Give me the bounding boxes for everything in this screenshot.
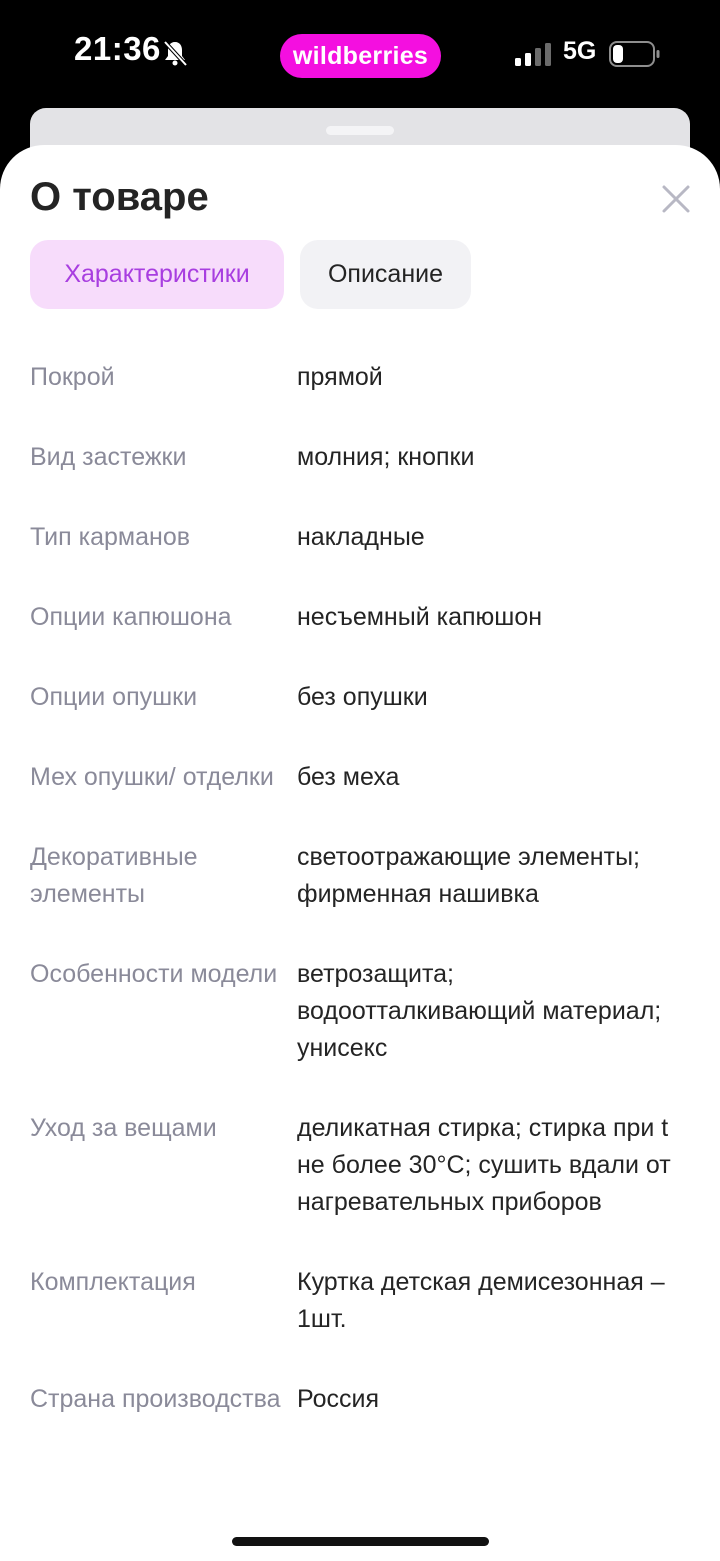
spec-value: Россия bbox=[297, 1385, 379, 1413]
cellular-signal-icon bbox=[515, 42, 553, 66]
spec-row-trim-options bbox=[30, 679, 690, 759]
spec-value: без опушки bbox=[297, 683, 428, 711]
spec-label: Опции опушки bbox=[30, 683, 198, 711]
tab-characteristics[interactable]: Характеристики bbox=[30, 240, 284, 309]
product-info-sheet bbox=[0, 145, 720, 1561]
spec-row-hood bbox=[30, 599, 690, 679]
spec-value: несъемный капюшон bbox=[297, 603, 543, 631]
spec-value: накладные bbox=[297, 523, 425, 551]
tab-description[interactable]: Описание bbox=[300, 240, 471, 309]
network-type: 5G bbox=[563, 37, 597, 65]
spec-label: Покрой bbox=[30, 363, 115, 391]
spec-label: Комплектация bbox=[30, 1268, 196, 1296]
spec-label: Тип карманов bbox=[30, 523, 190, 551]
spec-value: без меха bbox=[297, 763, 400, 791]
spec-row-cut bbox=[30, 359, 690, 439]
close-icon[interactable] bbox=[652, 175, 700, 223]
spec-row-trim-fur bbox=[30, 759, 690, 839]
spec-label: Особенности модели bbox=[30, 960, 278, 988]
spec-value: молния; кнопки bbox=[297, 443, 475, 471]
spec-label: Страна производства bbox=[30, 1385, 281, 1413]
battery-icon bbox=[609, 40, 661, 68]
spec-row-decor bbox=[30, 839, 690, 956]
spec-row-features bbox=[30, 956, 690, 1110]
spec-value: ветрозащита; водоотталкивающий материал; унисекс bbox=[297, 960, 662, 1062]
sheet-title: О товаре bbox=[30, 175, 209, 219]
spec-value: деликатная стирка; стирка при t не более 30°C; сушить вдали от нагревательных приборов bbox=[297, 1114, 671, 1216]
sheet-grab-handle[interactable] bbox=[326, 126, 394, 135]
specs-list bbox=[30, 359, 690, 1461]
spec-label: Опции капюшона bbox=[30, 603, 232, 631]
spec-row-fastener bbox=[30, 439, 690, 519]
spec-label: Декоративные элементы bbox=[30, 843, 198, 908]
spec-value: Куртка детская демисезонная – 1шт. bbox=[297, 1268, 665, 1333]
spec-label: Уход за вещами bbox=[30, 1114, 217, 1142]
spec-label: Вид застежки bbox=[30, 443, 187, 471]
bell-slash-icon bbox=[160, 38, 190, 68]
spec-row-pockets bbox=[30, 519, 690, 599]
status-bar bbox=[0, 0, 720, 108]
spec-value: прямой bbox=[297, 363, 383, 391]
spec-value: светоотражающие элементы; фирменная нашивка bbox=[297, 843, 640, 908]
brand-logo: wildberries bbox=[280, 34, 441, 78]
home-indicator[interactable] bbox=[232, 1537, 489, 1546]
spec-row-country bbox=[30, 1381, 690, 1461]
tab-bar bbox=[30, 240, 471, 309]
status-time: 21:36 bbox=[74, 30, 161, 67]
spec-row-care bbox=[30, 1110, 690, 1264]
spec-label: Мех опушки/ отделки bbox=[30, 763, 274, 791]
spec-row-contents bbox=[30, 1264, 690, 1381]
